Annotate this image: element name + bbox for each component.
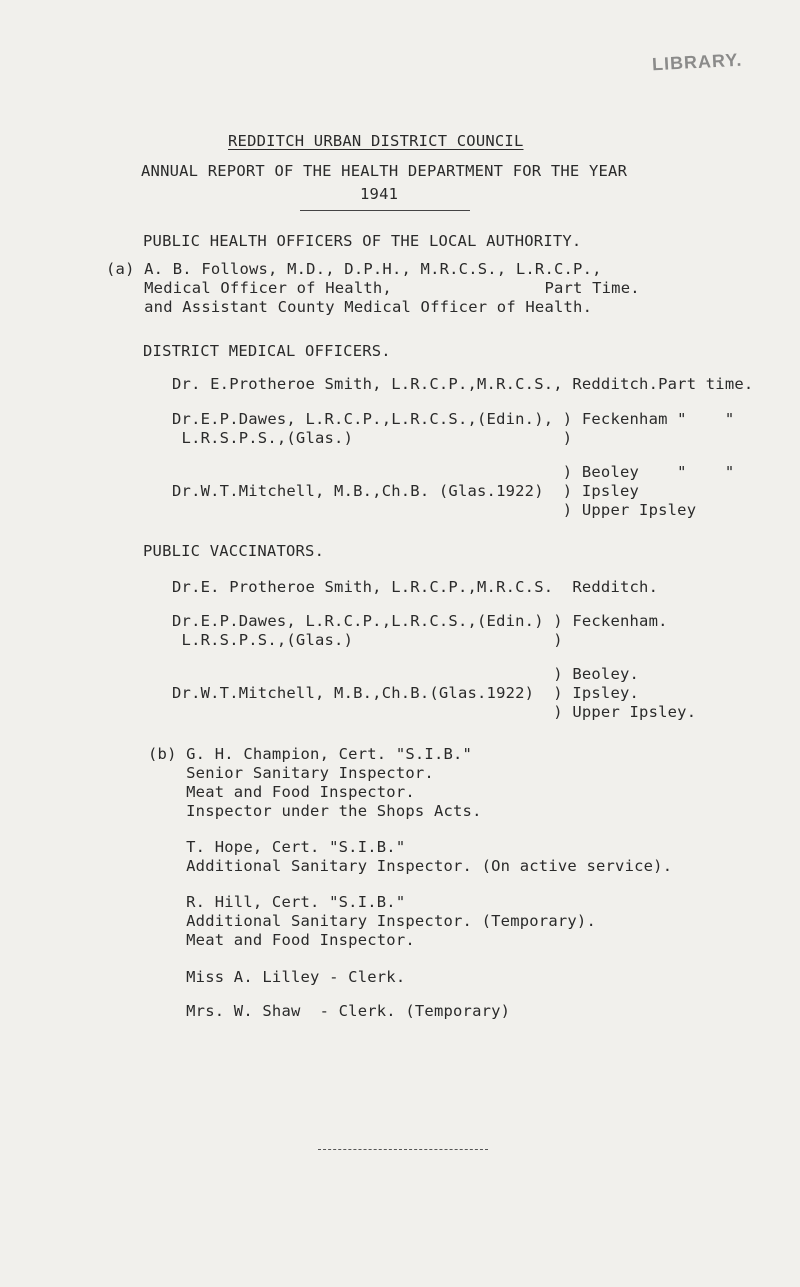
inspector-hill-line: R. Hill, Cert. "S.I.B." — [148, 893, 406, 911]
dmo-line: ) Upper Ipsley — [172, 501, 697, 519]
vaccinators-heading: PUBLIC VACCINATORS. — [143, 542, 325, 560]
title-rule — [300, 210, 470, 211]
inspector-b-role: Inspector under the Shops Acts. — [148, 802, 482, 820]
inspector-hope-role: Additional Sanitary Inspector. (On active service). — [148, 857, 673, 875]
vaccinator-line: Dr.E.P.Dawes, L.R.C.P.,L.R.C.S.,(Edin.) ) Feckenham. — [172, 612, 668, 630]
inspector-b-role: Senior Sanitary Inspector. — [148, 764, 434, 782]
inspector-b-line: (b) G. H. Champion, Cert. "S.I.B." — [148, 745, 473, 763]
closing-dashed-rule — [318, 1149, 488, 1150]
officer-a-line: (a) A. B. Follows, M.D., D.P.H., M.R.C.S., L.R.C.P., — [106, 260, 602, 278]
vaccinator-line: ) Beoley. — [172, 665, 640, 683]
officer-a-role2: and Assistant County Medical Officer of Health. — [106, 298, 593, 316]
dmo-line: ) Beoley " " — [172, 463, 735, 481]
clerk-line: Mrs. W. Shaw - Clerk. (Temporary) — [148, 1002, 511, 1020]
report-title: ANNUAL REPORT OF THE HEALTH DEPARTMENT FOR THE YEAR — [141, 162, 628, 180]
library-stamp: LIBRARY. — [651, 49, 743, 75]
district-medical-heading: DISTRICT MEDICAL OFFICERS. — [143, 342, 391, 360]
inspector-hope-line: T. Hope, Cert. "S.I.B." — [148, 838, 406, 856]
council-heading: REDDITCH URBAN DISTRICT COUNCIL — [228, 132, 524, 150]
inspector-hill-role: Meat and Food Inspector. — [148, 931, 415, 949]
clerk-line: Miss A. Lilley - Clerk. — [148, 968, 406, 986]
inspector-b-role: Meat and Food Inspector. — [148, 783, 415, 801]
officer-a-role: Medical Officer of Health, Part Time. — [106, 279, 640, 297]
officers-heading: PUBLIC HEALTH OFFICERS OF THE LOCAL AUTHORITY. — [143, 232, 582, 250]
dmo-line: Dr. E.Protheroe Smith, L.R.C.P.,M.R.C.S., Redditch.Part time. — [172, 375, 754, 393]
vaccinator-line: L.R.S.P.S.,(Glas.) ) — [172, 631, 563, 649]
vaccinator-line: Dr.W.T.Mitchell, M.B.,Ch.B.(Glas.1922) ) Ipsley. — [172, 684, 640, 702]
vaccinator-line: ) Upper Ipsley. — [172, 703, 697, 721]
dmo-line: L.R.S.P.S.,(Glas.) ) — [172, 429, 573, 447]
dmo-line: Dr.E.P.Dawes, L.R.C.P.,L.R.C.S.,(Edin.), ) Feckenham " " — [172, 410, 735, 428]
inspector-hill-role: Additional Sanitary Inspector. (Temporary). — [148, 912, 596, 930]
dmo-line: Dr.W.T.Mitchell, M.B.,Ch.B. (Glas.1922) ) Ipsley — [172, 482, 640, 500]
report-year: 1941 — [360, 185, 399, 203]
vaccinator-line: Dr.E. Protheroe Smith, L.R.C.P.,M.R.C.S. Redditch. — [172, 578, 659, 596]
